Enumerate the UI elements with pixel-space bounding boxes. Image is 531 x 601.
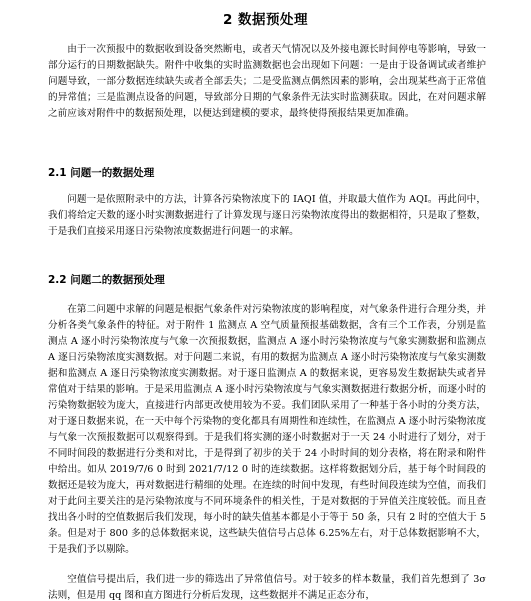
paragraph-intro: 由于一次预报中的数据收到设备突然断电，或者天气情况以及外接电源长时间停电等影响，导致一部分运行的日期数据缺失。附件中收集的实时监测数据也会出现如下问题：一是由于设备调试或者维护问题导致，一部分数据连续缺失或者全部丢失；二是受监测点偶然因素的影响，会出现某些高于正常值的异常值；三是监测点设备的问题，导致部分日期的气象条件无法实时监测获取。因此，在对问题求解之前应该对附件中的数据预处理，以便达到建模的要求，最终使得预报结果更加准确。 [48,44,486,119]
page-title: 2 数据预处理 [222,12,309,28]
paragraph-2-2-main: 在第二问题中求解的问题是根据气象条件对污染物浓度的影响程度，对气象条件进行合理分类，并分析各类气象条件的特征。对于附件 1 监测点 A 空气质量预报基础数据，含有三个工作表，分别是监测点 A 逐小时污染物浓度与气象一次预报数据，监测点 A 逐小时污染物浓度与气象实测数据和监测点 A 逐日污染物浓度实测数据。对于问题二来说，有用的数据为监测点 A 逐小时污染物浓度与气象实测数据和监测点 A 逐日污染物浓度实测数据。对于逐日监测点 A 的数据来说，更容易发生数据缺失或者异常值对于结果的影响。于是采用监测点 A 逐小时污染物浓度与气象实测数据进行数据分析，而逐小时的污染物数据较为庞大，直接进行内部更改使用较为不妥。我们团队采用了一种基于各小时的分类方法，对于逐日数据来说，在一天中每个污染物的变化都具有周期性和连续性，在监测点 A 逐小时污染物浓度与气象一次预报数据可以观察得到。于是我们将实测的逐小时数据对于一天 24 小时进行了划分，对于不同时间段的数据进行分类和对比，于是得到了初步的关于 24 小时时间的划分表格，将在附录和附件中给出。如从 2019/7/6 0 时到 2021/7/12 0 时的连续数据。这样将数据划分后，基于每个时间段的数据还是较为庞大，再对数据进行精细的处理。在连续的时间中发现，有些时间段连续为空值，而我们对于此问主要关注的是污染物浓度与不同环境条件的相关性，于是对数据的于异值关注度较低。而且查找出各小时的空值数据后我们发现，每小时的缺失值基本都是小于等于 50 条，只有 2 时的空值大于 5 条。但是对于 800 多的总体数据来说，这些缺失值信号占总体 6.25%左右，对于总体数据影响不大，于是我们予以剔除。 [48,304,486,555]
paragraph-2-2-outliers: 空值信号提出后，我们进一步的筛选出了异常值信号。对于较多的样本数量，我们首先想到了 3σ 法则，但是用 qq 图和直方图进行分析后发现，这些数据并不满足正态分布， [48,574,486,601]
section-heading-2-1: 2.1 问题一的数据处理 [48,167,155,179]
paragraph-2-1: 问题一是依照附录中的方法，计算各污染物浓度下的 IAQI 值，并取最大值作为 AQI。再此问中，我们将给定天数的逐小时实测数据进行了计算发现与逐日污染物浓度得出的数据相符，只是取了整数，于是我们直接采用逐日污染物浓度数据进行问题一的求解。 [48,194,486,237]
section-heading-2-2: 2.2 问题二的数据预处理 [48,274,165,286]
